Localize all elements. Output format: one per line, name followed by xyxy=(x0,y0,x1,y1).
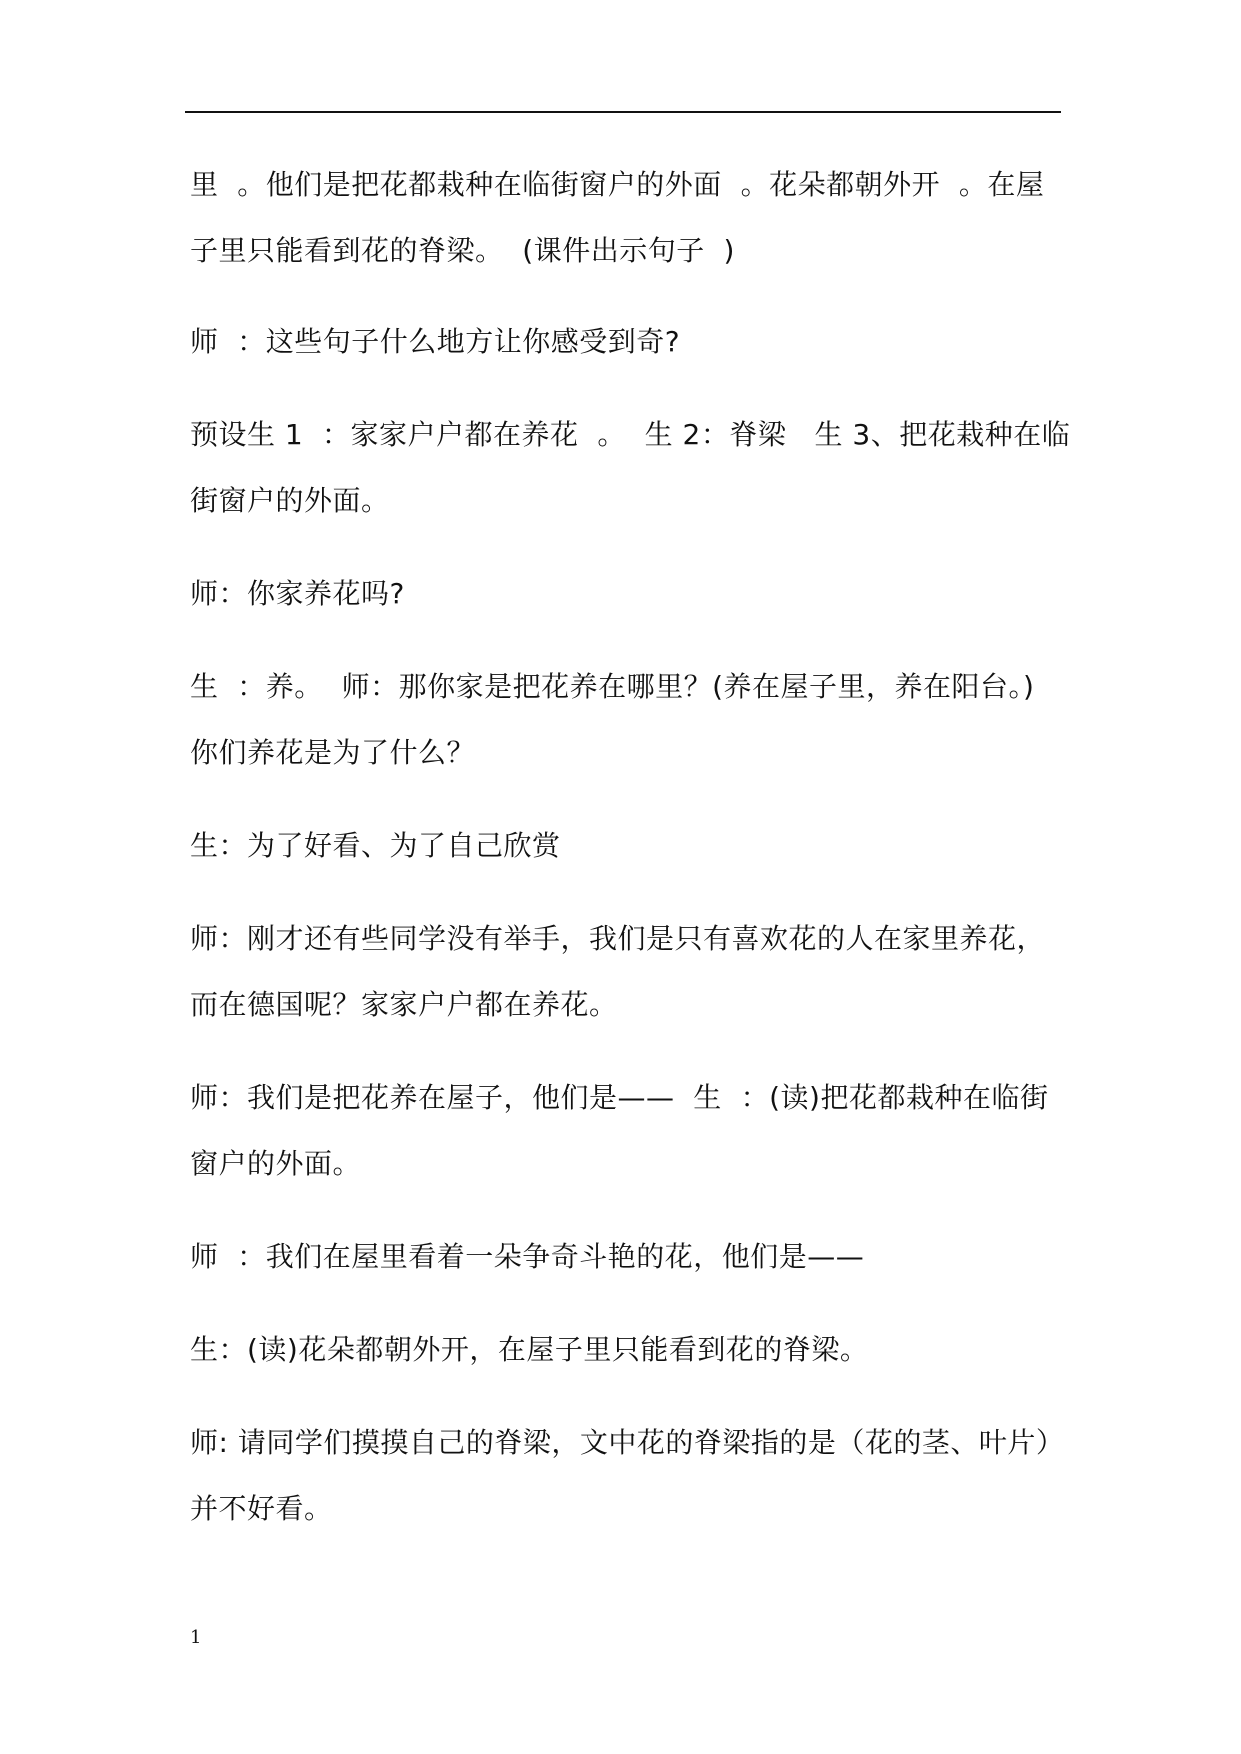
text-line: 生：(读)花朵都朝外开，在屋子里只能看到花的脊梁。 xyxy=(190,1333,869,1366)
text-line: 生 ：养。 师：那你家是把花养在哪里？(养在屋子里，养在阳台。) xyxy=(190,670,1035,703)
text-line: 师: 请同学们摸摸自己的脊梁，文中花的脊梁指的是（花的茎、叶片） xyxy=(190,1426,1065,1459)
text-line: 生：为了好看、为了自己欣赏 xyxy=(190,829,561,862)
text-line: 师 ：我们在屋里看着一朵争奇斗艳的花，他们是—— xyxy=(190,1240,865,1273)
text-line: 你们养花是为了什么？ xyxy=(190,736,476,769)
text-line: 里 。他们是把花都栽种在临街窗户的外面 。花朵都朝外开 。在屋 xyxy=(190,168,1045,201)
text-line: 师：你家养花吗? xyxy=(190,577,405,610)
text-line: 预设生 1 ：家家户户都在养花 。 生 2：脊梁 生 3、把花栽种在临 xyxy=(190,418,1071,451)
page-number: 1 xyxy=(190,1627,202,1648)
text-line: 子里只能看到花的脊梁。 (课件出示句子 ) xyxy=(190,234,735,267)
text-line: 师：我们是把花养在屋子，他们是—— 生 ：(读)把花都栽种在临街 xyxy=(190,1081,1049,1114)
text-line: 窗户的外面。 xyxy=(190,1147,362,1180)
header-rule xyxy=(185,111,1061,113)
text-line: 而在德国呢？家家户户都在养花。 xyxy=(190,988,618,1021)
text-line: 街窗户的外面。 xyxy=(190,484,390,517)
text-line: 师：刚才还有些同学没有举手，我们是只有喜欢花的人在家里养花， xyxy=(190,922,1046,955)
text-line: 师 ：这些句子什么地方让你感受到奇? xyxy=(190,325,681,358)
text-line: 并不好看。 xyxy=(190,1492,333,1525)
